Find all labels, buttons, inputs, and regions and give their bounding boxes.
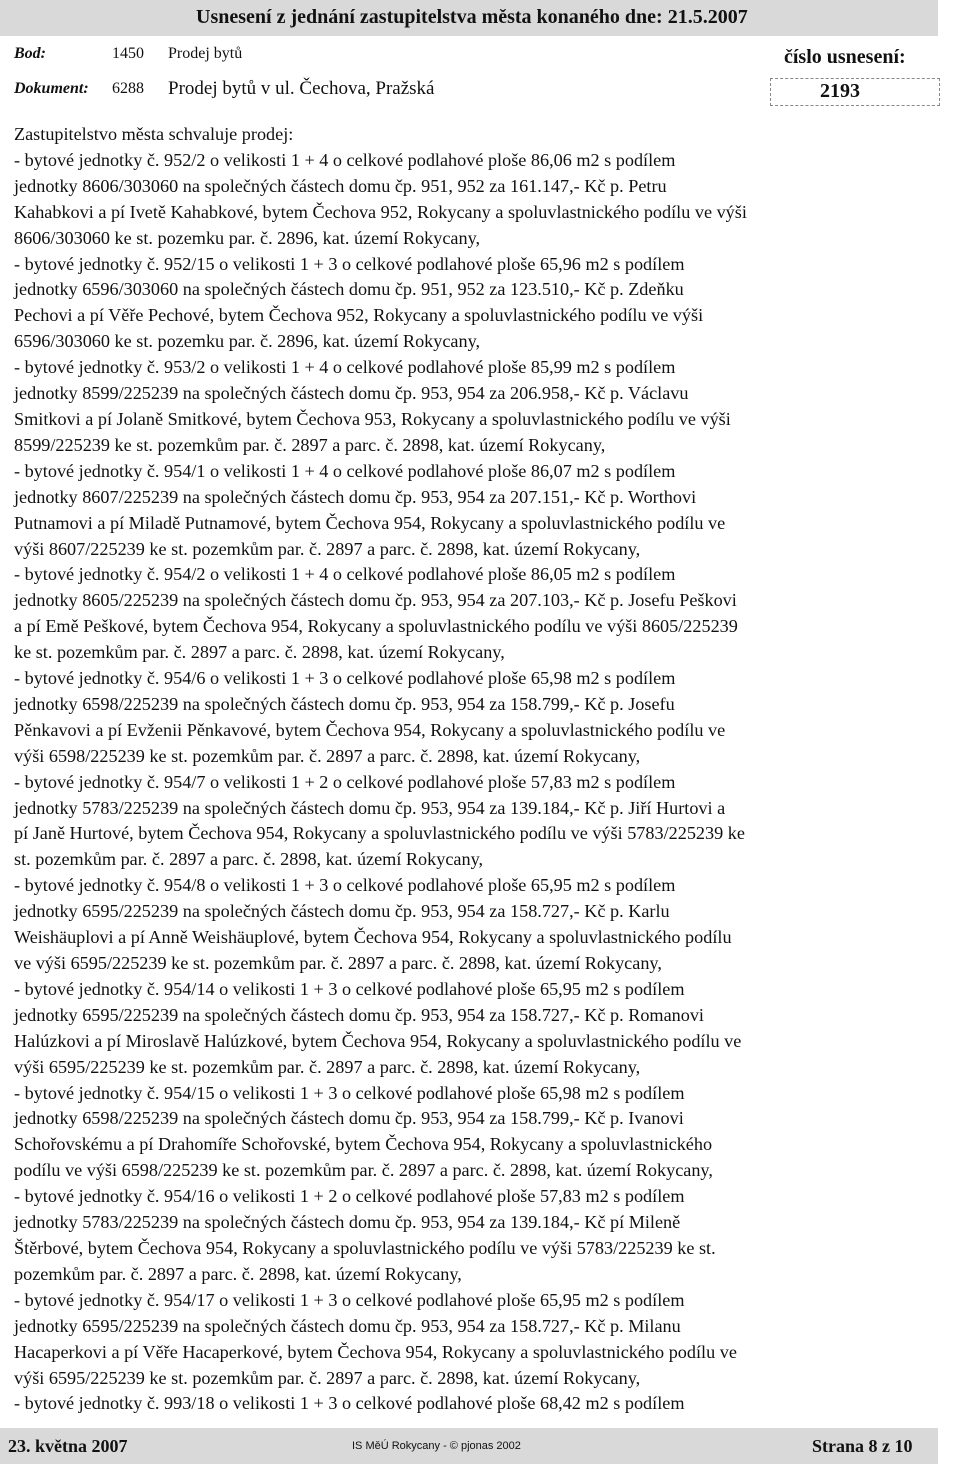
body-line: jednotky 5783/225239 na společných částech domu čp. 953, 954 za 139.184,- Kč pí Mileně (14, 1212, 681, 1233)
body-line: jednotky 8606/303060 na společných částech domu čp. 951, 952 za 161.147,- Kč p. Petru (14, 175, 667, 196)
body-line: - bytové jednotky č. 952/15 o velikosti 1 + 3 o celkové podlahové ploše 65,96 m2 s podílem (14, 253, 685, 274)
body-line: - bytové jednotky č. 954/16 o velikosti 1 + 2 o celkové podlahové ploše 57,83 m2 s podílem (14, 1186, 685, 1207)
body-line: jednotky 6595/225239 na společných částech domu čp. 953, 954 za 158.727,- Kč p. Karlu (14, 901, 670, 922)
body-line: výši 8607/225239 ke st. pozemkům par. č. 2897 a parc. č. 2898, kat. území Rokycany, (14, 538, 641, 559)
body-line: jednotky 6596/303060 na společných částech domu čp. 951, 952 za 123.510,- Kč p. Zdeňku (14, 279, 684, 300)
bod-label: Bod: (14, 45, 46, 62)
body-line: - bytové jednotky č. 993/18 o velikosti 1 + 3 o celkové podlahové ploše 68,42 m2 s podílem (14, 1393, 685, 1414)
dokument-title: Prodej bytů v ul. Čechova, Pražská (168, 78, 435, 99)
body-line: Schořovskému a pí Drahomíře Schořovské, bytem Čechova 954, Rokycany a spoluvlastnického (14, 1134, 713, 1155)
footer-system: IS MěÚ Rokycany - © pjonas 2002 (352, 1440, 521, 1452)
body-line: pí Janě Hurtové, bytem Čechova 954, Rokycany a spoluvlastnického podílu ve výši 5783/225239 ke (14, 823, 745, 844)
body-line: - bytové jednotky č. 954/15 o velikosti 1 + 3 o celkové podlahové ploše 65,98 m2 s podílem (14, 1082, 685, 1103)
body-line: jednotky 8605/225239 na společných částech domu čp. 953, 954 za 207.103,- Kč p. Josefu Peškovi (14, 590, 737, 611)
body-line: st. pozemkům par. č. 2897 a parc. č. 2898, kat. území Rokycany, (14, 849, 484, 870)
footer-date: 23. května 2007 (8, 1436, 128, 1456)
bod-number: 1450 (112, 45, 144, 62)
body-line: - bytové jednotky č. 953/2 o velikosti 1 + 4 o celkové podlahové ploše 85,99 m2 s podílem (14, 357, 676, 378)
body-line: ve výši 6595/225239 ke st. pozemkům par. č. 2897 a parc. č. 2898, kat. území Rokycany, (14, 953, 662, 973)
body-line: Zastupitelstvo města schvaluje prodej: (14, 124, 294, 144)
body-line: - bytové jednotky č. 952/2 o velikosti 1 + 4 o celkové podlahové ploše 86,06 m2 s podílem (14, 149, 676, 170)
body-line: jednotky 8599/225239 na společných částech domu čp. 953, 954 za 206.958,- Kč p. Václavu (14, 383, 689, 404)
body-line: podílu ve výši 6598/225239 ke st. pozemkům par. č. 2897 a parc. č. 2898, kat. území Rokycany, (14, 1160, 713, 1181)
body-line: jednotky 8607/225239 na společných částech domu čp. 953, 954 za 207.151,- Kč p. Worthovi (14, 486, 697, 507)
dokument-label: Dokument: (14, 80, 89, 97)
body-line: Pechovi a pí Věře Pechové, bytem Čechova 952, Rokycany a spoluvlastnického podílu ve výši (14, 305, 704, 326)
body-line: Kahabkovi a pí Ivetě Kahabkové, bytem Čechova 952, Rokycany a spoluvlastnického podílu ve výši (14, 201, 747, 222)
resolution-body (14, 122, 914, 1417)
body-line: Putnamovi a pí Miladě Putnamové, bytem Čechova 954, Rokycany a spoluvlastnického podílu ve (14, 512, 726, 533)
body-line: výši 6595/225239 ke st. pozemkům par. č. 2897 a parc. č. 2898, kat. území Rokycany, (14, 1056, 641, 1077)
body-line: jednotky 6595/225239 na společných částech domu čp. 953, 954 za 158.727,- Kč p. Romanovi (14, 1004, 704, 1025)
dokument-number: 6288 (112, 80, 144, 97)
body-line: výši 6598/225239 ke st. pozemkům par. č. 2897 a parc. č. 2898, kat. území Rokycany, (14, 745, 641, 766)
body-line: jednotky 6598/225239 na společných částech domu čp. 953, 954 za 158.799,- Kč p. Ivanovi (14, 1108, 684, 1129)
body-line: a pí Emě Peškové, bytem Čechova 954, Rokycany a spoluvlastnického podílu ve výši 8605/225239 (14, 616, 738, 637)
document-header-title: Usnesení z jednání zastupitelstva města konaného dne: 21.5.2007 (196, 6, 748, 28)
footer-page-number: Strana 8 z 10 (812, 1436, 913, 1456)
body-line: jednotky 6595/225239 na společných částech domu čp. 953, 954 za 158.727,- Kč p. Milanu (14, 1315, 681, 1336)
body-line: - bytové jednotky č. 954/1 o velikosti 1 + 4 o celkové podlahové ploše 86,07 m2 s podílem (14, 460, 676, 481)
body-line: Weishäuplovi a pí Anně Weishäuplové, bytem Čechova 954, Rokycany a spoluvlastnického podílu (14, 927, 732, 948)
body-line: - bytové jednotky č. 954/17 o velikosti 1 + 3 o celkové podlahové ploše 65,95 m2 s podílem (14, 1289, 685, 1310)
body-line: jednotky 5783/225239 na společných částech domu čp. 953, 954 za 139.184,- Kč p. Jiří Hurtovi a (14, 797, 726, 818)
body-line: 6596/303060 ke st. pozemku par. č. 2896, kat. území Rokycany, (14, 331, 481, 352)
body-line: ke st. pozemkům par. č. 2897 a parc. č. 2898, kat. území Rokycany, (14, 642, 505, 663)
body-line: 8606/303060 ke st. pozemku par. č. 2896, kat. území Rokycany, (14, 227, 481, 248)
bod-title: Prodej bytů (168, 45, 243, 62)
body-line: - bytové jednotky č. 954/6 o velikosti 1 + 3 o celkové podlahové ploše 65,98 m2 s podílem (14, 668, 676, 689)
resolution-number: 2193 (820, 80, 860, 102)
body-line: - bytové jednotky č. 954/7 o velikosti 1 + 2 o celkové podlahové ploše 57,83 m2 s podílem (14, 771, 676, 792)
body-line: pozemkům par. č. 2897 a parc. č. 2898, kat. území Rokycany, (14, 1263, 462, 1284)
body-line: jednotky 6598/225239 na společných částech domu čp. 953, 954 za 158.799,- Kč p. Josefu (14, 693, 675, 714)
body-line: - bytové jednotky č. 954/8 o velikosti 1 + 3 o celkové podlahové ploše 65,95 m2 s podílem (14, 875, 676, 896)
body-line: - bytové jednotky č. 954/14 o velikosti 1 + 3 o celkové podlahové ploše 65,95 m2 s podílem (14, 978, 685, 999)
body-line: Hacaperkovi a pí Věře Hacaperkové, bytem Čechova 954, Rokycany a spoluvlastnického podílu ve (14, 1341, 737, 1362)
body-line: - bytové jednotky č. 954/2 o velikosti 1 + 4 o celkové podlahové ploše 86,05 m2 s podílem (14, 564, 676, 585)
body-line: Halúzkovi a pí Miroslavě Halúzkové, bytem Čechova 954, Rokycany a spoluvlastnického podílu ve (14, 1030, 742, 1051)
resolution-label: číslo usnesení: (784, 46, 906, 68)
body-line: výši 6595/225239 ke st. pozemkům par. č. 2897 a parc. č. 2898, kat. území Rokycany, (14, 1367, 641, 1388)
body-line: 8599/225239 ke st. pozemkům par. č. 2897 a parc. č. 2898, kat. území Rokycany, (14, 434, 606, 455)
body-line: Pěnkavovi a pí Evženii Pěnkavové, bytem Čechova 954, Rokycany a spoluvlastnického podílu ve (14, 719, 726, 740)
body-line: Štěrbové, bytem Čechova 954, Rokycany a spoluvlastnického podílu ve výši 5783/225239 ke st. (14, 1237, 716, 1258)
body-line: Smitkovi a pí Jolaně Smitkové, bytem Čechova 953, Rokycany a spoluvlastnického podílu ve výši (14, 408, 731, 429)
